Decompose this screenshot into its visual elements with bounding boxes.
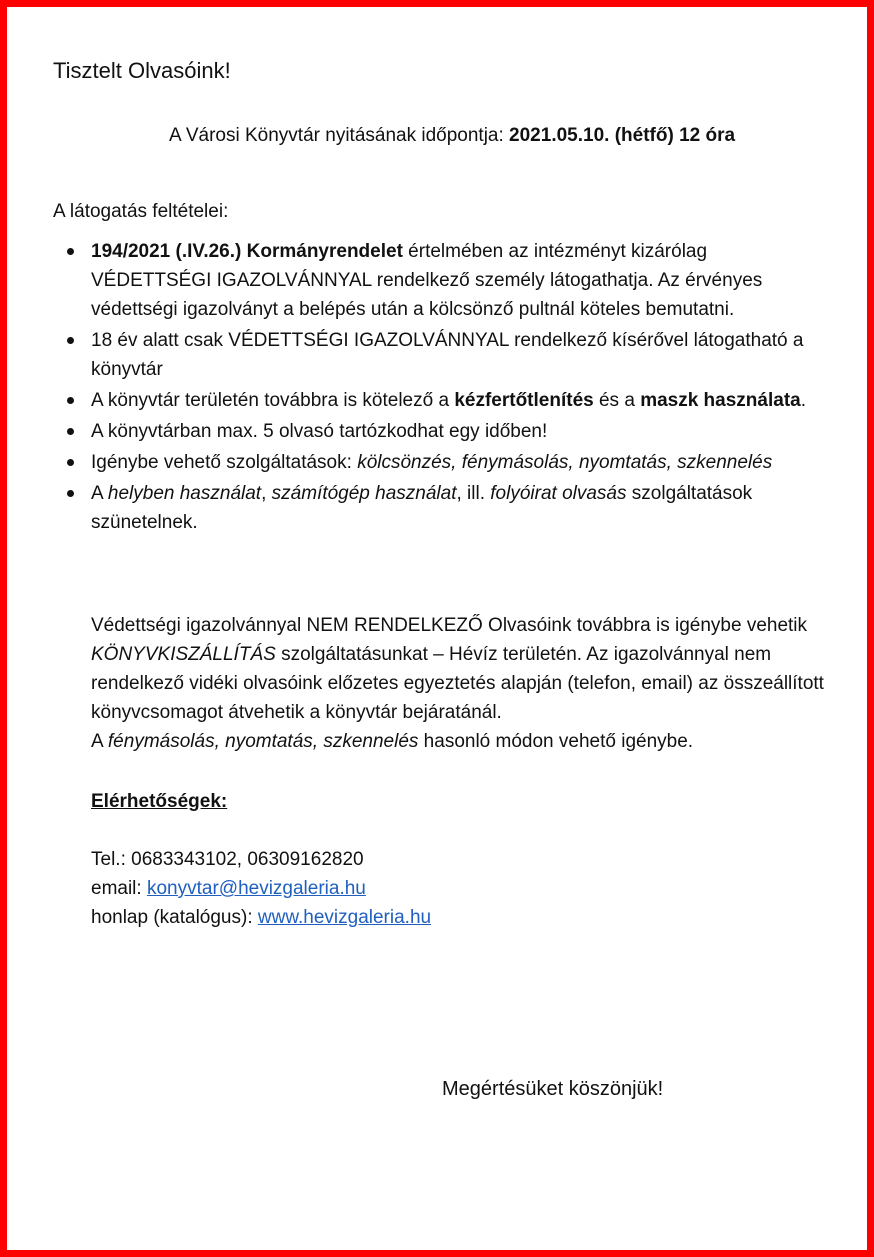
- website-link[interactable]: www.hevizgaleria.hu: [257, 907, 432, 928]
- hygiene-text-3: .: [800, 390, 806, 411]
- copy-services: fénymásolás, nyomtatás, szkennelés: [107, 731, 419, 752]
- bullet-icon: [67, 428, 74, 435]
- email-label: email:: [91, 878, 147, 899]
- phone-label: Tel.:: [91, 849, 132, 870]
- minors-text: 18 év alatt csak VÉDETTSÉGI IGAZOLVÁNNYAL rendelkező kísérővel látogatható a könyvtár: [91, 330, 804, 380]
- mask-usage: maszk használata: [640, 390, 801, 411]
- capacity-text: A könyvtárban max. 5 olvasó tartózkodhat egy időben!: [91, 421, 548, 442]
- decree-reference: 194/2021 (.IV.26.) Kormányrendelet: [91, 241, 403, 262]
- opening-time: [7, 121, 867, 150]
- condition-item-suspended: [53, 479, 828, 537]
- condition-item-decree: [53, 237, 828, 324]
- hand-disinfection: kézfertőtlenítés: [454, 390, 594, 411]
- copy-services-paragraph: [91, 727, 831, 756]
- bullet-icon: [67, 337, 74, 344]
- copy-text-2: hasonló módon vehető igénybe.: [418, 731, 694, 752]
- condition-item-services: [53, 448, 828, 477]
- closing-thanks: Megértésüket köszönjük!: [442, 1078, 664, 1100]
- greeting: Tisztelt Olvasóink!: [53, 58, 231, 83]
- decree-text: értelmében az intézményt kizárólag VÉDETTSÉGI IGAZOLVÁNNYAL rendelkező személy látogathatja. Az érvényes védettségi igazolványt a belépés után a kölcsönző pultnál köteles bemutatni.: [91, 241, 763, 320]
- contacts-heading: Elérhetőségek:: [91, 791, 228, 812]
- phone-line: [91, 845, 431, 874]
- suspended-text-4: szolgáltatások szünetelnek.: [91, 483, 753, 533]
- opening-date: 2021.05.10. (hétfő) 12 óra: [509, 125, 736, 146]
- condition-item-minors: [53, 326, 828, 384]
- suspended-local-use: helyben használat: [107, 483, 262, 504]
- suspended-periodicals: folyóirat olvasás: [490, 483, 627, 504]
- bullet-icon: [67, 459, 74, 466]
- suspended-text-3: , ill.: [456, 483, 491, 504]
- copy-text-1: A: [91, 731, 108, 752]
- bullet-icon: [67, 248, 74, 255]
- hygiene-text-2: és a: [593, 390, 641, 411]
- delivery-paragraph: [91, 611, 831, 727]
- email-link[interactable]: konyvtar@hevizgaleria.hu: [146, 878, 366, 899]
- delivery-text-1: Védettségi igazolvánnyal NEM RENDELKEZŐ Olvasóink továbbra is igénybe vehetik: [91, 615, 808, 636]
- email-line: [91, 874, 431, 903]
- condition-item-hygiene: [53, 386, 828, 415]
- suspended-text-2: ,: [261, 483, 272, 504]
- contacts-block: [91, 845, 431, 932]
- opening-prefix: A Városi Könyvtár nyitásának időpontja:: [168, 125, 510, 146]
- bullet-icon: [67, 397, 74, 404]
- bullet-icon: [67, 490, 74, 497]
- delivery-service-name: KÖNYVKISZÁLLÍTÁS: [91, 644, 276, 665]
- suspended-text-1: A: [91, 483, 108, 504]
- hygiene-text-1: A könyvtár területén továbbra is kötelező a: [91, 390, 455, 411]
- conditions-heading: A látogatás feltételei:: [53, 201, 229, 222]
- services-label: Igénybe vehető szolgáltatások:: [91, 452, 358, 473]
- delivery-text-2: szolgáltatásunkat – Hévíz területén. Az igazolvánnyal nem rendelkező vidéki olvasóink előzetes egyeztetés alapján (telefon, email) az összeállított könyvcsomagot átvehetik a könyvtár bejáratánál.: [91, 644, 824, 723]
- website-line: [91, 903, 431, 932]
- website-label: honlap (katalógus):: [91, 907, 258, 928]
- condition-item-capacity: [53, 417, 828, 446]
- delivery-section: [91, 611, 831, 756]
- suspended-computer-use: számítógép használat: [271, 483, 457, 504]
- phone-value: 0683343102, 06309162820: [131, 849, 364, 870]
- services-list: kölcsönzés, fénymásolás, nyomtatás, szkennelés: [357, 452, 773, 473]
- conditions-list: [53, 237, 828, 539]
